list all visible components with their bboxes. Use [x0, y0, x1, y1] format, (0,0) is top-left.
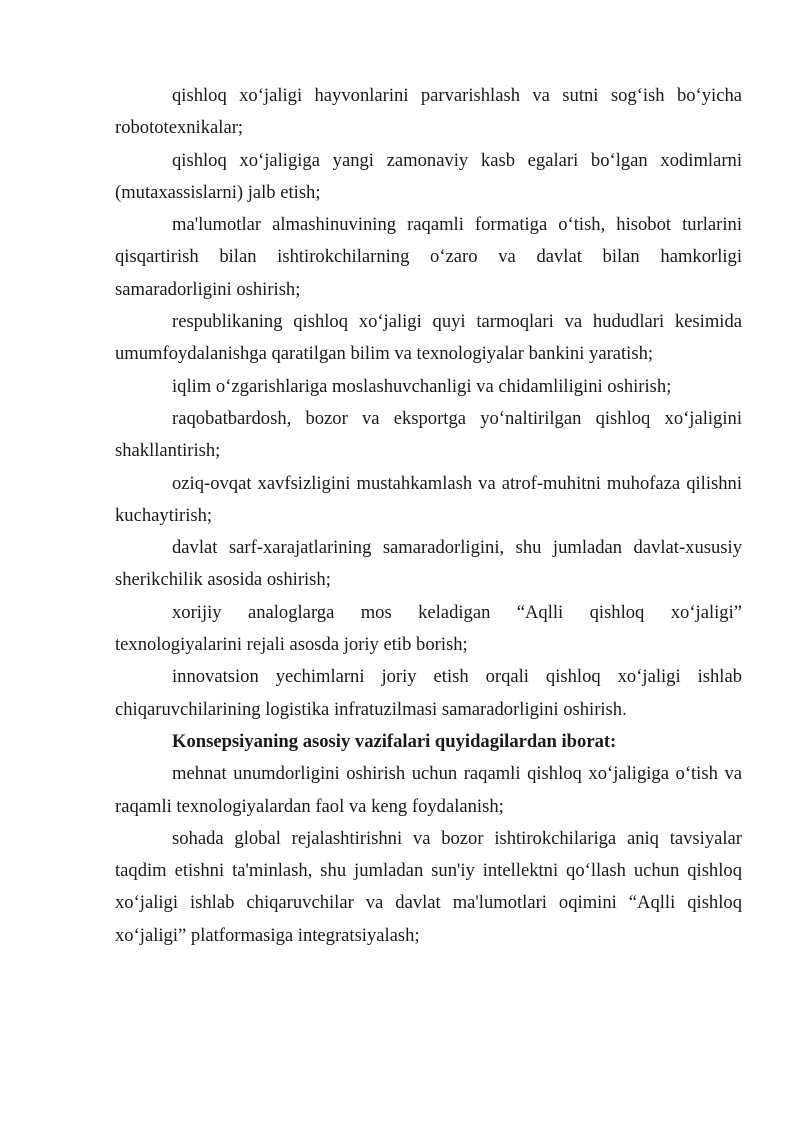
paragraph-data-exchange: ma'lumotlar almashinuvining raqamli formatiga o‘tish, hisobot turlarini qisqartirish bilan ishtirokchilarning o‘zaro va davlat bilan hamkorligi samaradorligini oshirish; — [115, 214, 742, 300]
paragraph-spending: davlat sarf-xarajatlarining samaradorligini, shu jumladan davlat-xususiy sherikchilik asosida oshirish; — [115, 537, 742, 591]
paragraph-logistics: innovatsion yechimlarni joriy etish orqali qishloq xo‘jaligi ishlab chiqaruvchilarining logistika infratuzilmasi samaradorligini oshirish. — [115, 666, 742, 720]
paragraph-knowledge-bank: respublikaning qishloq xo‘jaligi quyi tarmoqlari va hududlari kesimida umumfoydalanishga qaratilgan bilim va texnologiyalar bankini yaratish; — [115, 311, 742, 365]
paragraph-robotics: qishloq xo‘jaligi hayvonlarini parvarishlash va sutni sog‘ish bo‘yicha robototexnikalar; — [115, 85, 742, 139]
paragraph-food-security: oziq-ovqat xavfsizligini mustahkamlash va atrof-muhitni muhofaza qilishni kuchaytirish; — [115, 472, 742, 526]
paragraph-climate: iqlim o‘zgarishlariga moslashuvchanligi va chidamliligini oshirish; — [172, 375, 672, 397]
section-heading: Konsepsiyaning asosiy vazifalari quyidagilardan iborat: — [172, 730, 617, 752]
paragraph-competitive: raqobatbardosh, bozor va eksportga yo‘naltirilgan qishloq xo‘jaligini shakllantirish; — [115, 407, 742, 462]
document-body — [115, 80, 742, 952]
paragraph-integration: sohada global rejalashtirishni va bozor ishtirokchilariga aniq tavsiyalar taqdim etishni ta'minlash, shu jumladan sun'iy intellektni qo‘llash uchun qishloq xo‘jaligi ishlab chiqaruvchilar va davlat ma'lumotlari oqimini “Aqlli qishloq xo‘jaligi” platformasiga integratsiyalash; — [115, 827, 742, 946]
paragraph-smart-agri: xorijiy analoglarga mos keladigan “Aqlli qishloq xo‘jaligi” texnologiyalarini rejali asosda joriy etib borish; — [115, 601, 742, 656]
paragraph-staff: qishloq xo‘jaligiga yangi zamonaviy kasb egalari bo‘lgan xodimlarni (mutaxassislarni) jalb etish; — [115, 149, 742, 203]
paragraph-productivity: mehnat unumdorligini oshirish uchun raqamli qishloq xo‘jaligiga o‘tish va raqamli texnologiyalardan faol va keng foydalanish; — [115, 763, 742, 817]
